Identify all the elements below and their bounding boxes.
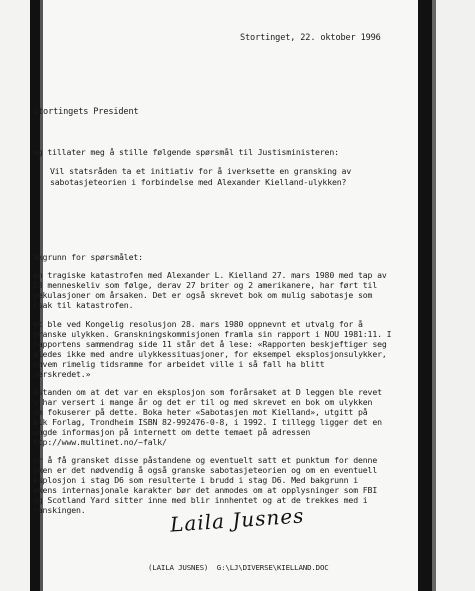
paragraph-2-line-3: rapportens sammendrag side 11 står det å lese: «Rapporten beskjeftiger seg xyxy=(33,339,387,349)
paragraph-2-line-4: aledes ikke med andre ulykkessituasjoner, for eksempel eksplosjonsulykker, xyxy=(33,349,387,359)
background-title: akgrunn for spørsmålet: xyxy=(33,252,143,262)
paragraph-4-line-6: ranskingen. xyxy=(33,505,86,515)
paragraph-3-line-3: om fokuserer på dette. Boka heter «Sabotasjen mot Kielland», utgitt på xyxy=(33,407,368,417)
paragraph-2-line-1: et ble ved Kongelig resolusjon 28. mars 1980 oppnevnt et utvalg for å xyxy=(33,319,363,329)
paragraph-3-line-1: åstanden om at det var en eksplosjon som forårsaket at D leggen ble revet xyxy=(33,387,382,397)
paragraph-4-line-2: aken er det nødvendig å også granske sabotasjeteorien og om en eventuell xyxy=(33,465,378,475)
paragraph-3-line-5: ungde informasjon på internett om dette temaet på adressen xyxy=(33,427,311,437)
left-margin xyxy=(0,0,30,591)
paragraph-1-line-1: en tragiske katastrofen med Alexander L. Kielland 27. mars 1980 med tap av xyxy=(33,270,387,280)
paragraph-2-line-2: granske ulykken. Granskningskommisjonen framla sin rapport i NOU 1981:11. I xyxy=(33,329,392,339)
paragraph-4-line-3: ksplosjon i stag D6 som resulterte i brudd i stag D6. Med bakgrunn i xyxy=(33,475,358,485)
paragraph-4-line-5: og Scotland Yard sitter inne med blir innhentet og at de trekkes med i xyxy=(33,495,368,505)
paragraph-4-line-1: or å få gransket disse påstandene og eventuelt satt et punktum for denne xyxy=(33,455,378,465)
letter-addressee: Stortingets President xyxy=(33,107,139,117)
paragraph-1-line-2: 23 menneskeliv som følge, derav 27 briter og 2 amerikanere, har ført til xyxy=(33,280,378,290)
paragraph-1-line-4: rsak til katastrofen. xyxy=(33,300,134,310)
paragraph-2-line-5: ohvem rimelig tidsramme for arbeidet ville i så fall ha blitt xyxy=(33,359,325,369)
question-line-2: sabotasjeteorien i forbindelse med Alexander Kielland-ulykken? xyxy=(50,177,347,187)
paragraph-2-line-6: verskredet.» xyxy=(33,369,91,379)
paragraph-3-line-6: ttp://www.multinet.no/~falk/ xyxy=(33,437,167,447)
paragraph-3-line-2: v har versert i mange år og det er til og med skrevet en bok om ulykken xyxy=(33,397,373,407)
right-margin xyxy=(436,0,475,591)
scan-edge-right-shadow xyxy=(432,0,436,591)
letter-date: Stortinget, 22. oktober 1996 xyxy=(240,33,381,43)
paragraph-4-line-4: akens internasjonale karakter bør det anmodes om at opplysninger som FBI xyxy=(33,485,378,495)
scan-edge-right xyxy=(418,0,432,591)
letter-intro: eg tillater meg å stille følgende spørsmål til Justisministeren: xyxy=(33,147,339,157)
paragraph-1-line-3: pekulasjoner om årsaken. Det er også skrevet bok om mulig sabotasje som xyxy=(33,290,373,300)
handwritten-signature: Laila Jusnes xyxy=(169,503,306,537)
paragraph-3-line-4: alk Forlag, Trondheim ISBN 82-992476-0-8, i 1992. I tillegg ligger det en xyxy=(33,417,382,427)
letter-footer: (LAILA JUSNES) G:\LJ\DIVERSE\KIELLAND.DOC xyxy=(148,563,329,572)
question-line-1: Vil statsråden ta et initiativ for å iverksette en gransking av xyxy=(50,166,352,176)
